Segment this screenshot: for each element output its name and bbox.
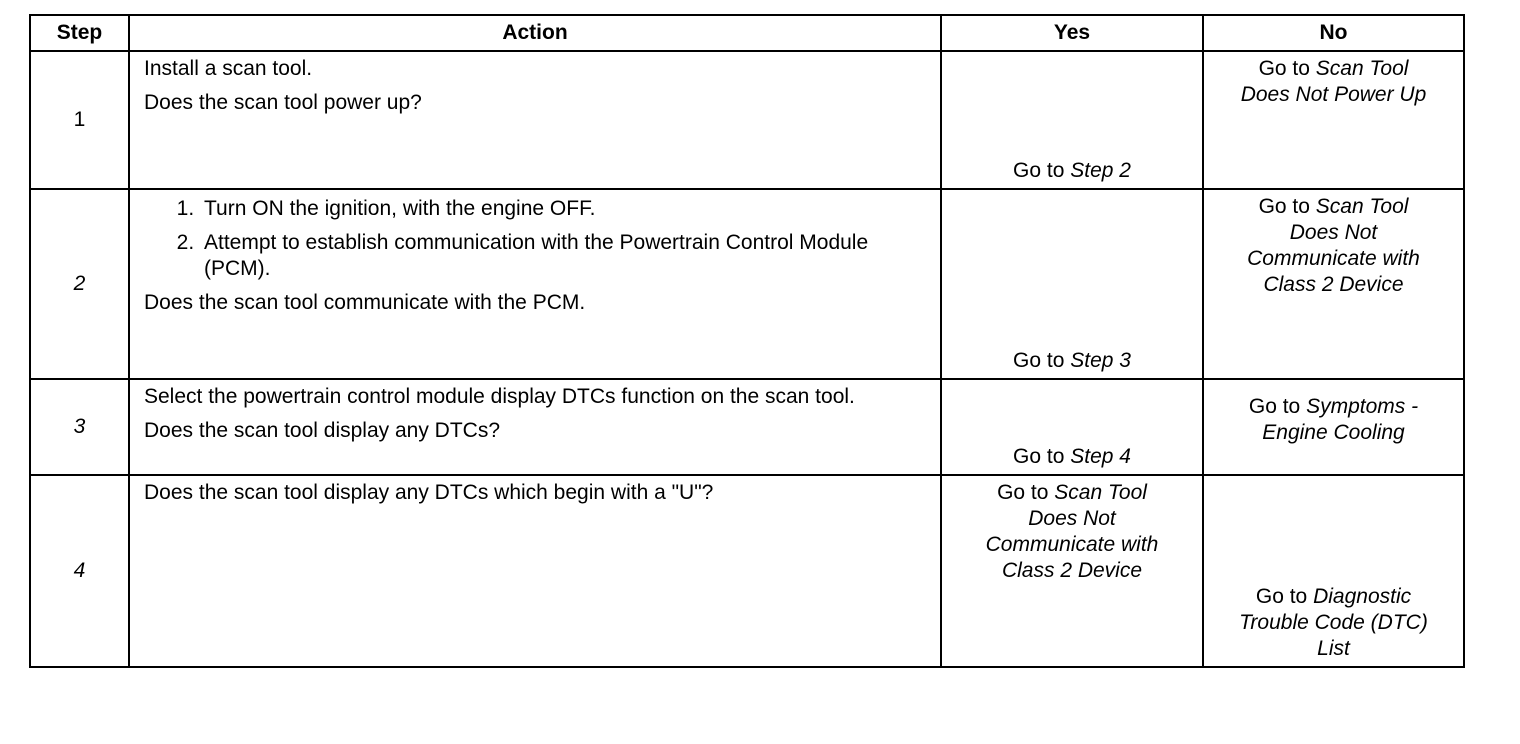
no-link[interactable]: List — [1317, 637, 1350, 660]
diagnostic-table — [29, 14, 1465, 668]
no-link[interactable]: Scan Tool — [1315, 195, 1409, 218]
no-link[interactable]: Does Not — [1289, 221, 1378, 244]
no-cell — [1203, 379, 1464, 475]
action-question: Does the scan tool communicate with the PCM. — [144, 291, 586, 314]
action-cell — [129, 51, 941, 189]
action-question: Does the scan tool display any DTCs? — [144, 419, 501, 442]
yes-link[interactable]: Does Not — [1028, 507, 1116, 530]
yes-cell — [941, 51, 1203, 189]
yes-link[interactable]: Step 3 — [1070, 349, 1131, 372]
no-link-line — [1204, 194, 1463, 220]
action-list — [144, 196, 926, 282]
no-link-line — [1204, 56, 1463, 82]
action-text: Select the powertrain control module display DTCs function on the scan tool. — [144, 385, 855, 408]
action-question: Does the scan tool power up? — [144, 91, 422, 114]
no-prefix: Go to — [1248, 395, 1301, 418]
no-cell — [1203, 51, 1464, 189]
yes-prefix: Go to — [1013, 445, 1065, 468]
header-yes: Yes — [941, 15, 1203, 51]
action-cell — [129, 189, 941, 379]
action-cell — [129, 379, 941, 475]
no-link[interactable]: Scan Tool — [1315, 57, 1409, 80]
no-link[interactable]: Does Not Power Up — [1240, 83, 1427, 106]
yes-cell — [941, 379, 1203, 475]
no-link[interactable]: Symptoms - — [1306, 395, 1419, 418]
action-text: Install a scan tool. — [144, 57, 313, 80]
yes-cell — [941, 189, 1203, 379]
action-list-item: 2. Attempt to establish communication with the Powertrain Control Module (PCM). — [200, 230, 926, 282]
yes-prefix: Go to — [1013, 349, 1065, 372]
yes-link[interactable]: Step 4 — [1070, 445, 1131, 468]
action-cell — [129, 475, 941, 667]
yes-prefix: Go to — [997, 481, 1049, 504]
yes-link[interactable]: Class 2 Device — [1001, 559, 1143, 582]
header-step: Step — [30, 15, 129, 51]
no-link-line — [1204, 584, 1463, 610]
table-row — [30, 189, 1464, 379]
action-list-item: 1. Turn ON the ignition, with the engine OFF. — [200, 196, 926, 222]
table-header-row — [30, 15, 1464, 51]
table-row — [30, 475, 1464, 667]
header-no: No — [1203, 15, 1464, 51]
table-row — [30, 51, 1464, 189]
yes-cell — [941, 475, 1203, 667]
yes-link-line — [942, 480, 1202, 506]
no-cell — [1203, 189, 1464, 379]
yes-prefix: Go to — [1013, 159, 1065, 182]
no-link[interactable]: Class 2 Device — [1263, 273, 1404, 296]
step-number: 1 — [30, 51, 129, 189]
no-prefix: Go to — [1255, 585, 1308, 608]
no-prefix: Go to — [1258, 195, 1310, 218]
no-link[interactable]: Engine Cooling — [1262, 421, 1405, 444]
no-link[interactable]: Diagnostic — [1313, 585, 1412, 608]
table-row — [30, 379, 1464, 475]
no-link[interactable]: Communicate with — [1247, 247, 1420, 270]
no-cell — [1203, 475, 1464, 667]
step-number: 2 — [30, 189, 129, 379]
no-link-line — [1204, 394, 1463, 420]
yes-link[interactable]: Communicate with — [985, 533, 1159, 556]
no-prefix: Go to — [1258, 57, 1310, 80]
action-question: Does the scan tool display any DTCs which begin with a "U"? — [144, 481, 714, 504]
header-action: Action — [129, 15, 941, 51]
yes-link[interactable]: Step 2 — [1070, 159, 1131, 182]
step-number: 3 — [30, 379, 129, 475]
no-link[interactable]: Trouble Code (DTC) — [1239, 611, 1428, 634]
yes-link[interactable]: Scan Tool — [1054, 481, 1147, 504]
step-number: 4 — [30, 475, 129, 667]
